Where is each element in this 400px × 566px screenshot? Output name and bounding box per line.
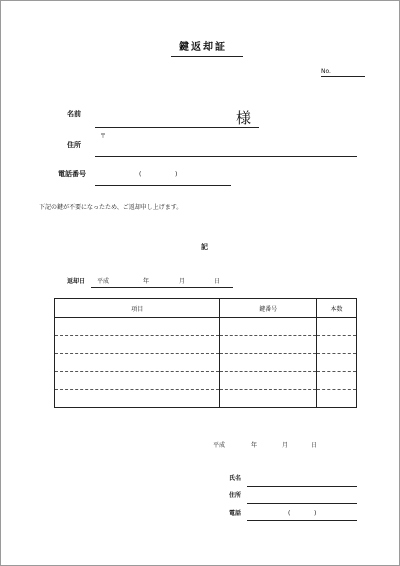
- no-field-line[interactable]: [321, 76, 365, 77]
- cell-quantity[interactable]: [317, 336, 357, 354]
- statement-text: 下記の鍵が不要になったため、ご返却申し上げます。: [39, 204, 183, 211]
- phone-paren-close: ): [175, 171, 178, 178]
- footer-month: 月: [282, 442, 289, 449]
- cell-quantity[interactable]: [317, 390, 357, 408]
- cell-key-number[interactable]: [220, 318, 317, 336]
- return-date-label: 返却日: [67, 278, 86, 285]
- name-label: 名前: [67, 110, 81, 118]
- cell-key-number[interactable]: [220, 336, 317, 354]
- footer-name-label: 氏名: [229, 475, 242, 482]
- cell-key-number[interactable]: [220, 390, 317, 408]
- no-label: No.: [321, 68, 331, 75]
- cell-item[interactable]: [55, 336, 220, 354]
- table-row: [55, 372, 357, 390]
- footer-address-label: 住所: [229, 492, 242, 499]
- cell-item[interactable]: [55, 372, 220, 390]
- items-table: [54, 298, 357, 408]
- postal-mark: 〒: [100, 133, 107, 140]
- footer-day: 日: [311, 442, 318, 449]
- footer-phone-paren-open: (: [288, 510, 291, 517]
- cell-item[interactable]: [55, 318, 220, 336]
- return-date-era: 平成: [97, 278, 110, 285]
- header-item: 項目: [55, 299, 220, 318]
- address-label: 住所: [67, 141, 81, 149]
- document-title: 鍵返却証: [179, 42, 227, 53]
- cell-item[interactable]: [55, 354, 220, 372]
- return-date-year: 年: [143, 278, 150, 285]
- footer-era: 平成: [213, 442, 226, 449]
- title-underline: [171, 56, 243, 57]
- cell-key-number[interactable]: [220, 372, 317, 390]
- cell-quantity[interactable]: [317, 354, 357, 372]
- cell-quantity[interactable]: [317, 372, 357, 390]
- address-field-line[interactable]: [95, 156, 357, 157]
- footer-phone-label: 電話: [229, 510, 242, 517]
- table-header-row: [55, 299, 357, 318]
- footer-phone-line[interactable]: [247, 520, 357, 521]
- name-field-line[interactable]: [95, 127, 259, 128]
- table-row: [55, 390, 357, 408]
- sama-suffix: 様: [236, 109, 252, 127]
- return-date-month: 月: [179, 278, 186, 285]
- phone-paren-open: (: [139, 171, 142, 178]
- footer-year: 年: [251, 442, 258, 449]
- ki-mark: 記: [201, 243, 208, 251]
- return-date-day: 日: [214, 278, 221, 285]
- header-quantity: 本数: [317, 299, 357, 318]
- table-row: [55, 318, 357, 336]
- header-key-number: 鍵番号: [220, 299, 317, 318]
- cell-item[interactable]: [55, 390, 220, 408]
- cell-quantity[interactable]: [317, 318, 357, 336]
- return-date-line[interactable]: [91, 287, 233, 288]
- phone-field-line[interactable]: [95, 185, 231, 186]
- table-row: [55, 354, 357, 372]
- footer-phone-paren-close: ): [314, 510, 317, 517]
- cell-key-number[interactable]: [220, 354, 317, 372]
- phone-label: 電話番号: [58, 170, 86, 178]
- table-row: [55, 336, 357, 354]
- footer-name-line[interactable]: [247, 486, 357, 487]
- footer-address-line[interactable]: [247, 503, 357, 504]
